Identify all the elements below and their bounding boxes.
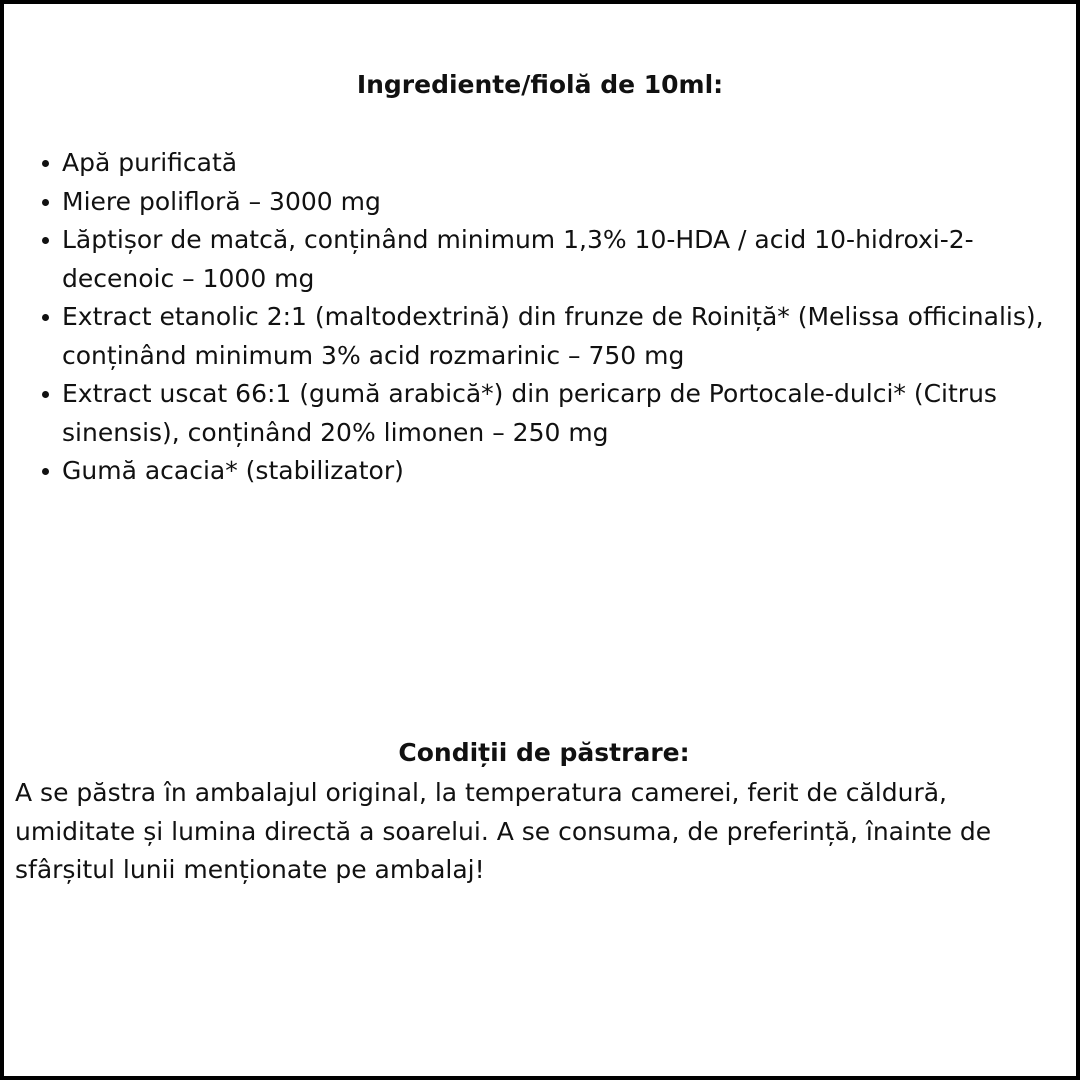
ingredients-list	[62, 144, 1062, 491]
storage-title: Condiții de păstrare:	[398, 738, 690, 767]
ingredient-item: Miere polifloră – 3000 mg	[62, 183, 1062, 222]
ingredient-item: Extract etanolic 2:1 (maltodextrină) din frunze de Roiniță* (Melissa officinalis), conținând minimum 3% acid rozmarinic – 750 mg	[62, 298, 1062, 375]
ingredient-item: Lăptișor de matcă, conținând minimum 1,3% 10-HDA / acid 10-hidroxi-2-decenoic – 1000 mg	[62, 221, 1062, 298]
storage-text: A se păstra în ambalajul original, la temperatura camerei, ferit de căldură, umiditate și lumina directă a soarelui. A se consuma, de preferință, înainte de sfârșitul lunii menționate pe ambalaj!	[15, 778, 992, 884]
ingredient-item: Gumă acacia* (stabilizator)	[62, 452, 1062, 491]
ingredients-title: Ingrediente/fiolă de 10ml:	[356, 70, 724, 99]
ingredient-item: Extract uscat 66:1 (gumă arabică*) din pericarp de Portocale-dulci* (Citrus sinensis), conținând 20% limonen – 250 mg	[62, 375, 1062, 452]
ingredient-item: Apă purificată	[62, 144, 1062, 183]
